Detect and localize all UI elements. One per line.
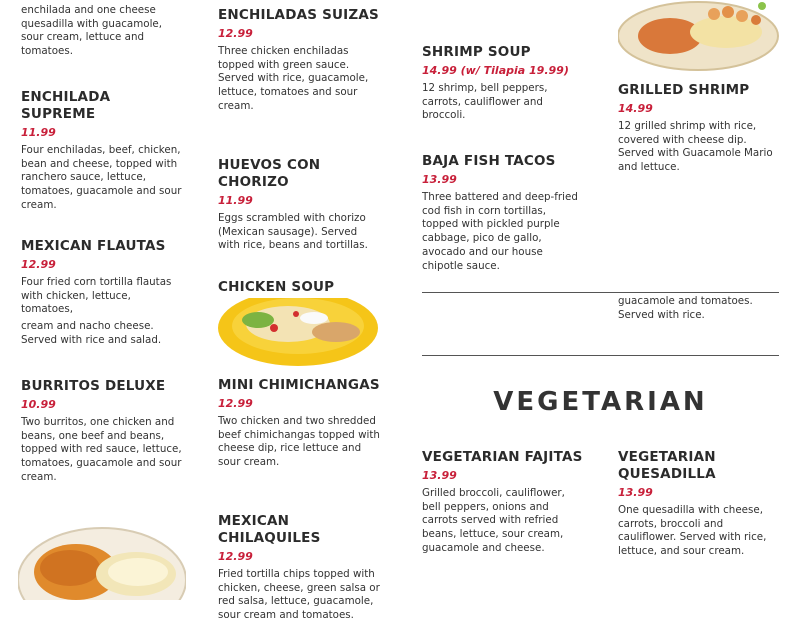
item-price: 13.99 [422,469,457,482]
menu-item-enchilada-supreme [21,89,186,213]
menu-item-baja-fish-tacos [422,153,584,273]
item-price: 11.99 [218,194,253,207]
item-description: Fried tortilla chips topped with chicken, cheese, green salsa or red salsa, lettuce, guacamole, sour cream and tomatoes. [218,568,380,622]
chicken-plate-photo [218,298,378,368]
item-title: HUEVOS CON CHORIZO [218,157,321,190]
item-description: 12 grilled shrimp with rice, covered with cheese dip. Served with Guacamole Mario and lettuce. [618,120,773,174]
grilled-shrimp-plate-photo [618,0,780,72]
divider-line [422,355,779,356]
burrito-plate-photo [18,522,186,600]
menu-item-vegetarian-quesadilla [618,449,780,559]
menu-item-chicken-soup [218,279,380,296]
item-title: GRILLED SHRIMP [618,82,750,98]
menu-item-mini-chimichangas [218,377,380,470]
item-title: BURRITOS DELUXE [21,378,166,394]
item-price: 14.99 [618,102,653,115]
item-description: Two burritos, one chicken and beans, one beef and beans, topped with red sauce, lettuce, tomatoes, guacamole and sour cream. [21,416,182,483]
item-price: 14.99 (w/ Tilapia 19.99) [422,64,569,77]
item-price: 12.99 [218,550,253,563]
item-price: 10.99 [21,398,56,411]
item-description: Three chicken enchiladas topped with green sauce. Served with rice, guacamole, lettuce, tomatoes and sour cream. [218,45,369,112]
item-description: Two chicken and two shredded beef chimichangas topped with cheese dip, rice lettuce and sour cream. [218,415,380,469]
item-description: Three battered and deep-fried cod fish in corn tortillas, topped with pickled purple cabbage, pico de gallo, avocado and our house chipotle sauce. [422,191,578,272]
item-title: SHRIMP SOUP [422,44,531,60]
menu-item-mexican-chilaquiles [218,513,380,623]
item-price: 12.99 [218,397,253,410]
divider-line [422,292,779,293]
item-title: MINI CHIMICHANGAS [218,377,380,393]
item-price: 11.99 [21,126,56,139]
item-description-continued: cream and nacho cheese. Served with rice and salad. [21,320,162,346]
item-description: Grilled broccoli, cauliflower, bell peppers, onions and carrots served with refried beans, lettuce, sour cream, guacamole and cheese. [422,487,565,554]
menu-item-burritos-deluxe [21,378,186,485]
item-title: ENCHILADA SUPREME [21,89,111,122]
item-description: One quesadilla with cheese, carrots, broccoli and cauliflower. Served with rice, lettuce, and sour cream. [618,504,767,558]
menu-item-mexican-flautas [21,238,186,348]
item-title: BAJA FISH TACOS [422,153,556,169]
item-price: 12.99 [21,258,56,271]
menu-item-huevos-con-chorizo [218,157,380,253]
item-description: Four enchiladas, beef, chicken, bean and cheese, topped with ranchero sauce, lettuce, tomatoes, guacamole and sour cream. [21,144,182,211]
item-title: ENCHILADAS SUIZAS [218,7,379,23]
menu-item-vegetarian-fajitas [422,449,584,556]
item-price: 13.99 [422,173,457,186]
item-description: Four fried corn tortilla flautas with chicken, lettuce, tomatoes, [21,276,172,316]
item-description: Eggs scrambled with chorizo (Mexican sausage). Served with rice, beans and tortillas. [218,212,368,252]
section-heading-vegetarian: VEGETARIAN [493,387,708,417]
item-title: MEXICAN FLAUTAS [21,238,166,254]
item-price: 12.99 [218,27,253,40]
item-title: CHICKEN SOUP [218,279,335,295]
item-price: 13.99 [618,486,653,499]
item-description: 12 shrimp, bell peppers, carrots, cauliflower and broccoli. [422,82,548,122]
item-title: VEGETARIAN FAJITAS [422,449,583,465]
partial-item-description: guacamole and tomatoes. Served with rice. [618,295,753,321]
partial-item-description: enchilada and one cheese quesadilla with guacamole, sour cream, lettuce and tomatoes. [21,4,163,58]
menu-item-grilled-shrimp [618,82,780,175]
item-title: MEXICAN CHILAQUILES [218,513,321,546]
menu-item-enchiladas-suizas [218,7,380,114]
item-title: VEGETARIAN QUESADILLA [618,449,716,482]
menu-item-shrimp-soup [422,44,584,123]
